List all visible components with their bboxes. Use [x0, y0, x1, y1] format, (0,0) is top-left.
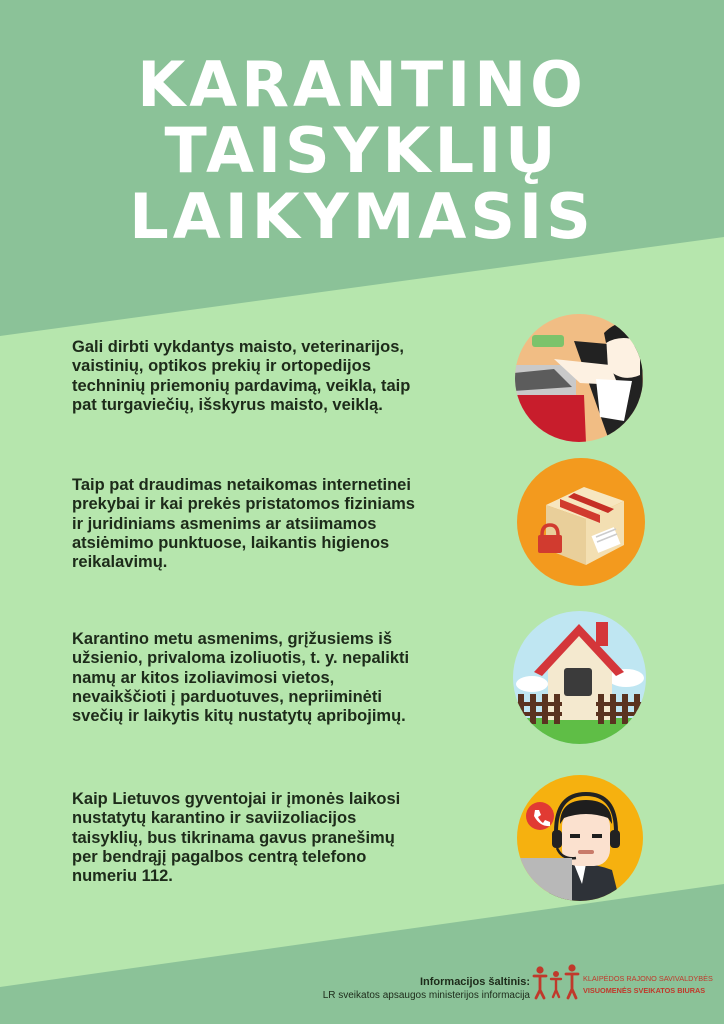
parcel-box-icon [516, 457, 646, 587]
section-2-text: Taip pat draudimas netaikomas internetinei prekybai ir kai prekės pristatomos fiziniams ir juridiniams asmenims ar atsiimamos atsiėmimo punktuose, laikantis higienos reikalavimų. [72, 476, 415, 572]
section-4-text: Kaip Lietuvos gyventojai ir įmonės laikosi nustatytų karantino ir saviizoliacijos taisyklių, bus tikrinama gavus pranešimų per bendrąjį pagalbos centrą telefono numeriu 112. [72, 790, 401, 886]
logo-line-1: KLAIPĖDOS RAJONO SAVIVALDYBĖS [583, 974, 713, 983]
source-text: LR sveikatos apsaugos ministerijos informacija [322, 990, 530, 1001]
title-line: KARANTINO [137, 48, 587, 121]
source-block [323, 976, 530, 1002]
logo-line-2: VISUOMENĖS SVEIKATOS BIURAS [583, 986, 706, 995]
source-label: Informacijos šaltinis: [419, 976, 530, 988]
call-center-operator-icon [516, 774, 644, 902]
title-line: TAISYKLIŲ [164, 114, 560, 187]
section-1-text: Gali dirbti vykdantys maisto, veterinarijos, vaistinių, optikos prekių ir ortopedijos techninių priemonių pardavimą, veikla, taip pat turgaviečių, išskyrus maisto, veiklą. [72, 338, 411, 414]
shop-cashier-icon [514, 313, 644, 443]
section-3-text: Karantino metu asmenims, grįžusiems iš užsienio, privaloma izoliuotis, t. y. nepalikti namų ar kitos izoliavimosi vietos, nevaikščioti į parduotuves, nepriiminėti svečių ir laikytis kitų nustatytų apribojimų. [72, 630, 410, 726]
house-icon [512, 610, 647, 745]
title-line: LAIKYMASIS [129, 180, 595, 253]
